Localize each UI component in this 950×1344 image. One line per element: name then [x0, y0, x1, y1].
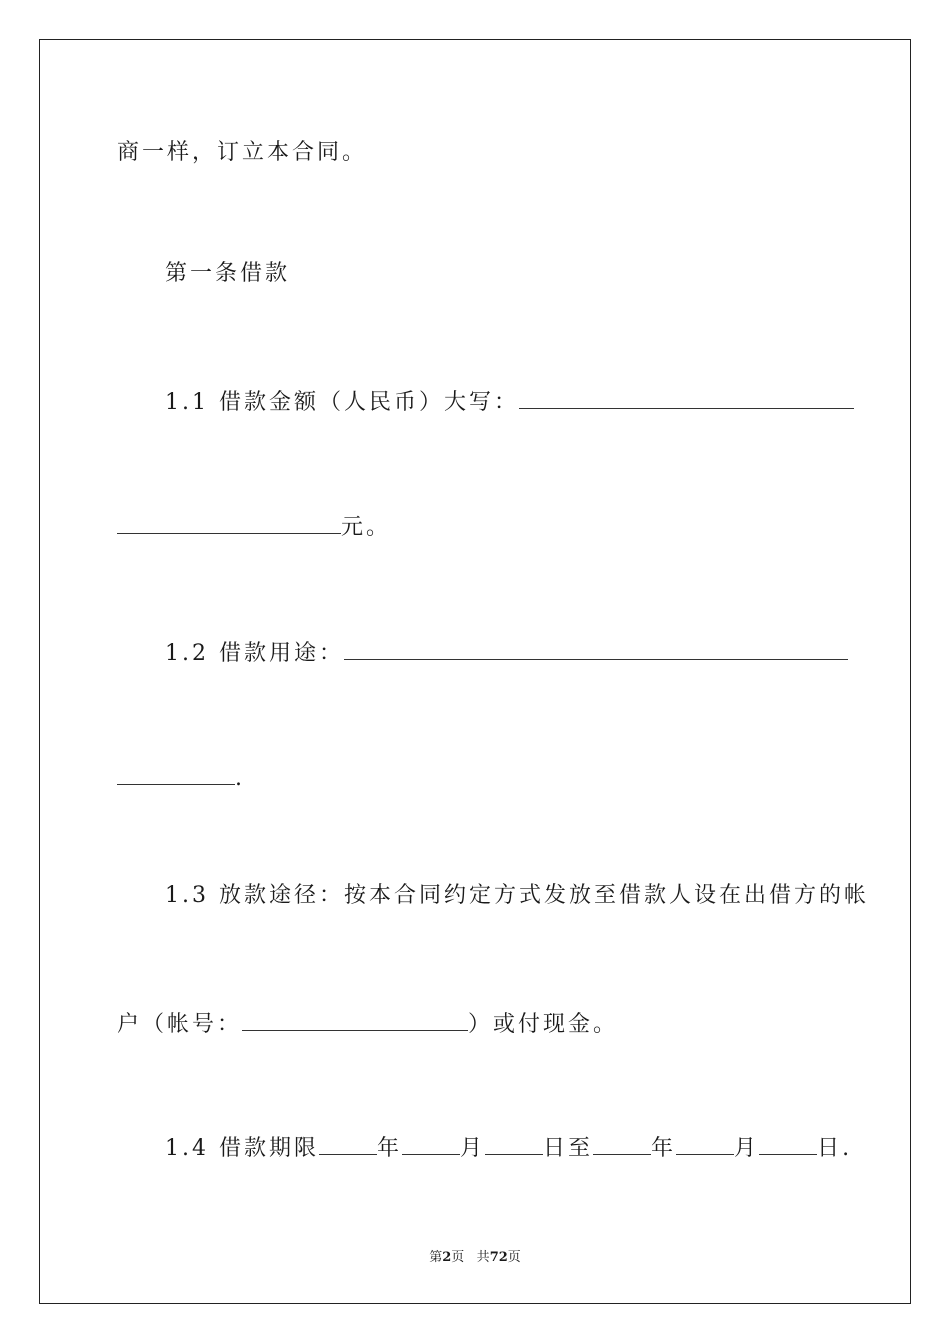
heading-text: 第一条借款 [165, 261, 291, 286]
page-border [39, 39, 911, 1304]
clause-label: 1.1 借款金额（人民币）大写： [165, 390, 519, 415]
clause-label: 1.2 借款用途： [165, 641, 344, 666]
clause-1-1-continued [117, 511, 391, 543]
account-label: 户（帐号： [117, 1012, 243, 1037]
month-label: 月 [734, 1136, 760, 1161]
clause-text: 1.3 放款途径：按本合同约定方式发放至借款人设在出借方的帐 [165, 883, 869, 908]
section-heading [165, 259, 290, 289]
day-label: 日. [817, 1136, 853, 1161]
clause-1-4 [165, 1132, 852, 1164]
purpose-blank [344, 637, 848, 660]
clause-1-2 [165, 637, 848, 669]
footer-text: 第 [429, 1250, 443, 1265]
year-label: 年 [376, 1136, 402, 1161]
clause-1-3 [165, 881, 869, 911]
year-label: 年 [651, 1136, 677, 1161]
clause-text: ）或付现金。 [468, 1012, 619, 1037]
period: . [235, 766, 245, 791]
text-line: 商一样，订立本合同。 [117, 140, 368, 165]
currency-unit: 元。 [341, 515, 392, 540]
end-year-blank [593, 1132, 651, 1155]
start-year-blank [319, 1132, 377, 1155]
footer-text: 共 [476, 1250, 490, 1265]
total-pages: 72 [489, 1250, 508, 1265]
month-label: 月 [460, 1136, 486, 1161]
clause-label: 1.4 借款期限 [165, 1136, 319, 1161]
clause-1-1 [165, 386, 854, 418]
start-day-blank [485, 1132, 543, 1155]
footer-text: 页 [507, 1250, 521, 1265]
end-day-blank [759, 1132, 817, 1155]
end-month-blank [676, 1132, 734, 1155]
amount-blank-continued [117, 511, 341, 534]
start-month-blank [402, 1132, 460, 1155]
day-label: 日至 [543, 1136, 594, 1161]
paragraph-continuation [117, 138, 367, 168]
page-footer [0, 1246, 950, 1265]
purpose-blank-continued [117, 762, 235, 785]
clause-1-3-continued [117, 1008, 618, 1040]
account-number-blank [242, 1008, 468, 1031]
amount-blank [519, 386, 854, 409]
page-number: 2 [442, 1250, 452, 1265]
footer-text: 页 [451, 1250, 465, 1265]
clause-1-2-continued [117, 762, 245, 794]
